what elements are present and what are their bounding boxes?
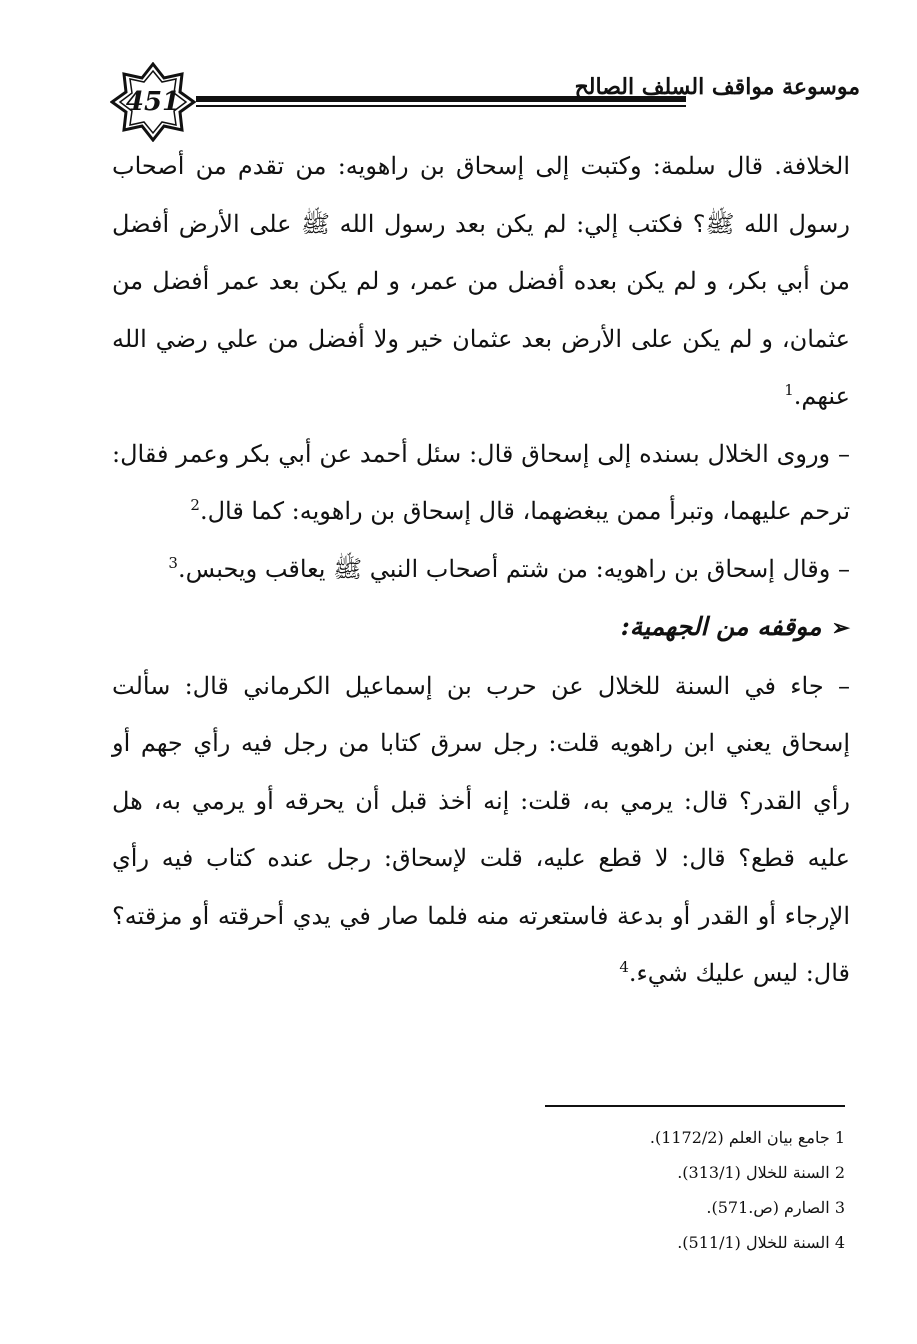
footnote-ref-3: 3 (168, 553, 178, 572)
paragraph-4 (112, 658, 850, 1003)
paragraph-3 (112, 541, 850, 599)
footnote-separator (545, 1105, 845, 1107)
paragraph-1-text: الخلافة. قال سلمة: وكتبت إلى إسحاق بن راهويه: من تقدم من أصحاب رسول الله ﷺ؟ فكتب إلي: لم يكن بعد رسول الله ﷺ على الأرض أفضل من أبي بكر، و لم يكن بعده أفضل من عمر، و لم يكن بعد عمر أفضل من عثمان، و لم يكن على الأرض بعد عثمان خير ولا أفضل من علي رضي الله عنهم. (112, 152, 850, 410)
arrow-bullet-icon: ➢ (831, 615, 850, 641)
header-rule-thin (196, 105, 686, 107)
footnote-2: 2 السنة للخلال (313/1). (677, 1163, 845, 1182)
paragraph-2-text: – وروى الخلال بسنده إلى إسحاق قال: سئل أحمد عن أبي بكر وعمر فقال: ترحم عليهما، وتبرأ ممن يبغضهما، قال إسحاق بن راهويه: كما قال. (112, 439, 850, 525)
footnote-1: 1 جامع بيان العلم (1172/2). (649, 1128, 845, 1147)
paragraph-4-text: – جاء في السنة للخلال عن حرب بن إسماعيل الكرماني قال: سألت إسحاق يعني ابن راهويه قلت: رجل سرق كتابا من رجل فيه رأي جهم أو رأي القدر؟ قال: يرمي به، قلت: إنه أخذ قبل أن يحرقه أو يرمي به، هل عليه قطع؟ قال: لا قطع عليه، قلت لإسحاق: رجل عنده كتاب فيه رأي الإرجاء أو القدر أو بدعة فاستعرته منه فلما صار في يدي أحرقته أو مزقته؟ قال: ليس عليك شيء. (112, 671, 851, 987)
footnote-3: 3 الصارم (ص.571). (706, 1198, 845, 1217)
footnote-4: 4 السنة للخلال (511/1). (677, 1233, 845, 1252)
page-number: 451 (125, 87, 181, 117)
page-header (110, 62, 860, 142)
page-number-badge (110, 62, 196, 142)
footnote-ref-4: 4 (619, 958, 629, 976)
main-text (112, 138, 850, 1003)
paragraph-1 (112, 138, 850, 426)
paragraph-3-text: – وقال إسحاق بن راهويه: من شتم أصحاب النبي ﷺ يعاقب ويحبس. (177, 554, 850, 583)
footnote-ref-1: 1 (784, 381, 794, 399)
footnotes (500, 1120, 845, 1260)
section-heading-text: موقفه من الجهمية: (620, 612, 822, 641)
book-title: موسوعة مواقف السلف الصالح (574, 74, 860, 100)
paragraph-2 (112, 426, 850, 541)
section-heading (112, 598, 850, 658)
footnote-ref-2: 2 (190, 496, 200, 514)
